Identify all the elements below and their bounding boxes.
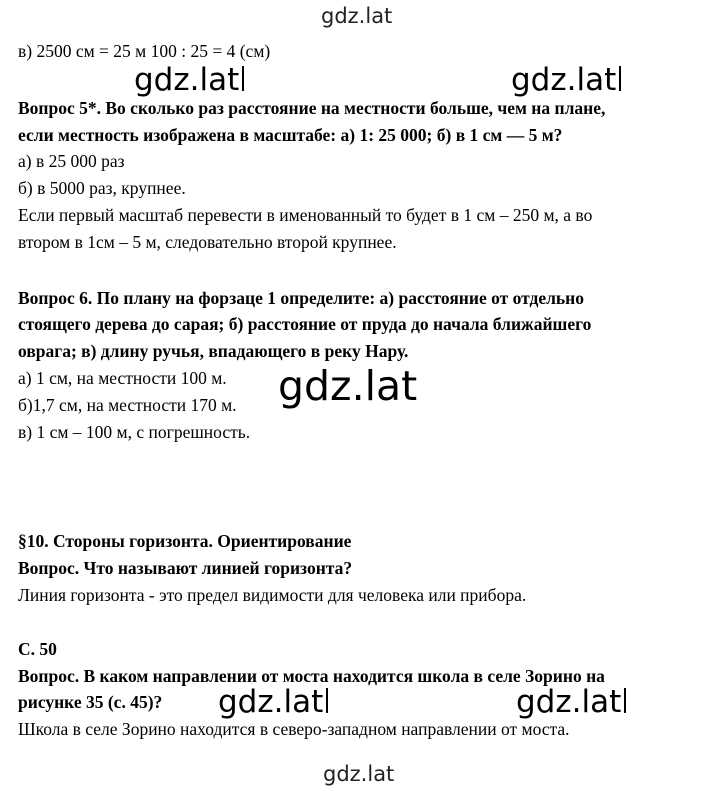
watermark-middle: gdz.lat [278,362,418,410]
question-5-explanation-line-2: втором в 1см – 5 м, следовательно второй крупнее. [18,232,397,252]
section-question: Вопрос. Что называют линией горизонта? [18,558,353,578]
question-6-answer-c: в) 1 см – 100 м, с погрешность. [18,422,251,442]
watermark-text: gdz.lat [218,684,324,720]
cursor-mark [619,66,621,91]
watermark-text: gdz.lat [134,62,240,98]
question-school-title-line-1: Вопрос. В каком направлении от моста находится школа в селе Зорино на [18,666,605,686]
question-school-title-line-2: рисунке 35 (с. 45)? [18,692,163,712]
watermark-top-left [134,62,244,98]
question-6-answer-b: б)1,7 см, на местности 170 м. [18,395,237,415]
header-watermark: gdz.lat [321,4,393,28]
answer-line-v-conversion: в) 2500 см = 25 м 100 : 25 = 4 (см) [18,41,271,61]
question-school-answer: Школа в селе Зорино находится в северо-западном направлении от моста. [18,719,570,739]
question-6-title-line-3: оврага; в) длину ручья, впадающего в реку Нару. [18,341,409,361]
watermark-text: gdz.lat [511,62,617,98]
question-5-explanation-line-1: Если первый масштаб перевести в именованный то будет в 1 см – 250 м, а во [18,205,593,225]
question-5-answer-a: а) в 25 000 раз [18,151,125,171]
question-5-answer-b: б) в 5000 раз, крупнее. [18,178,186,198]
question-5-title-line-1: Вопрос 5*. Во сколько раз расстояние на местности больше, чем на плане, [18,98,606,118]
section-heading: §10. Стороны горизонта. Ориентирование [18,531,352,551]
section-answer: Линия горизонта - это предел видимости для человека или прибора. [18,585,527,605]
cursor-mark [242,66,244,91]
watermark-bottom-left [218,684,328,720]
cursor-mark [624,688,626,713]
cursor-mark [326,688,328,713]
watermark-bottom-right [516,684,626,720]
question-6-answer-a: а) 1 см, на местности 100 м. [18,368,227,388]
watermark-top-right [511,62,621,98]
footer-watermark: gdz.lat [323,762,395,786]
question-5-title-line-2: если местность изображена в масштабе: а) 1: 25 000; б) в 1 см — 5 м? [18,125,563,145]
watermark-text: gdz.lat [516,684,622,720]
question-6-title-line-2: стоящего дерева до сарая; б) расстояние от пруда до начала ближайшего [18,314,592,334]
question-6-title-line-1: Вопрос 6. По плану на форзаце 1 определите: а) расстояние от отдельно [18,288,584,308]
page-reference: С. 50 [18,639,57,659]
